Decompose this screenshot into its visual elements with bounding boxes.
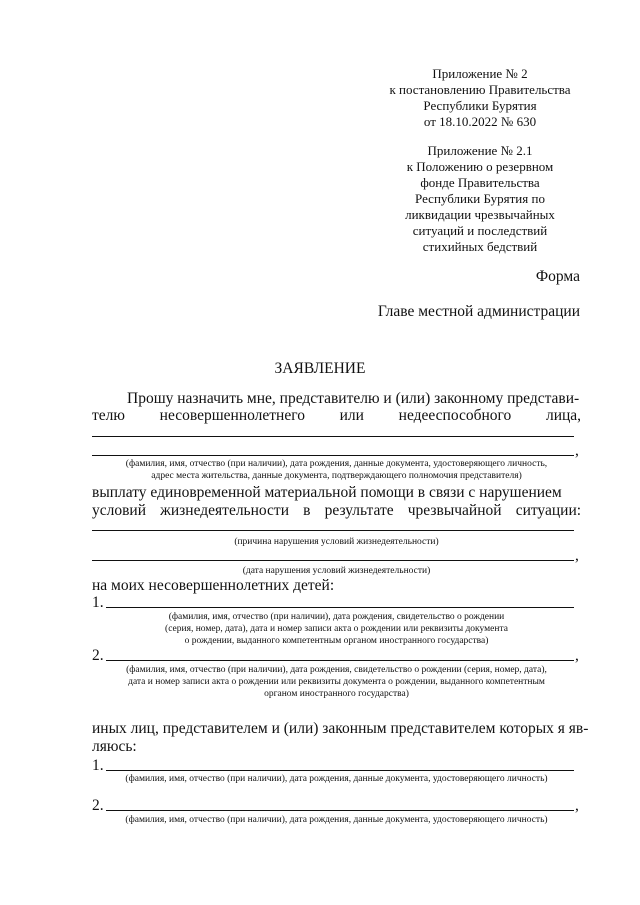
other-1-number: 1. <box>92 757 104 774</box>
request-word: или <box>339 407 364 424</box>
request-word: телю <box>92 407 125 424</box>
annex-sub-header <box>380 143 580 255</box>
date-hint: (дата нарушения условий жизнедеятельности) <box>242 566 431 576</box>
others-line-1: иных лиц, представителем и (или) законным представителем которых я яв- <box>92 720 589 737</box>
others-line-2: ляюсь: <box>92 738 137 755</box>
reason-field-line[interactable] <box>92 530 574 531</box>
annex-sub-header-line: ликвидации чрезвычайных <box>405 207 555 222</box>
child-1-number: 1. <box>92 594 104 611</box>
children-label: на моих несовершеннолетних детей: <box>92 577 335 594</box>
other-2-field-line[interactable] <box>106 810 574 811</box>
payment-word: в <box>303 502 311 519</box>
date-field-line[interactable] <box>92 560 574 561</box>
annex-sub-header-line: фонде Правительства <box>420 175 540 190</box>
child-2-hint-line: (фамилия, имя, отчество (при наличии), дата рождения, свидетельство о рождении (серия, номер, дата), <box>126 665 547 675</box>
other-1-field-line[interactable] <box>106 770 574 771</box>
child-2-hint <box>92 664 581 700</box>
annex-header-line: к постановлению Правительства <box>389 82 571 97</box>
other-2-number: 2. <box>92 797 104 814</box>
other-1-hint: (фамилия, имя, отчество (при наличии), дата рождения, данные документа, удостоверяющего личность) <box>125 774 548 784</box>
request-word: недееспособного <box>398 407 512 424</box>
child-2-number: 2. <box>92 647 104 664</box>
payment-line-2 <box>92 502 581 520</box>
applicant-field-line-2[interactable] <box>92 455 574 456</box>
annex-sub-header-line: ситуаций и последствий <box>412 223 548 238</box>
annex-sub-header-line: стихийных бедствий <box>422 239 538 254</box>
child-1-hint-line: о рождении, выданного компетентным органом иностранного государства) <box>184 636 489 646</box>
annex-sub-header-line: к Положению о резервном <box>406 159 554 174</box>
annex-sub-header-line: Республики Бурятия по <box>415 191 545 206</box>
applicant-hint-line: адрес места жительства, данные документа, подтверждающего полномочия представителя) <box>151 471 522 481</box>
payment-word: ситуации: <box>515 502 582 519</box>
trailing-comma: , <box>575 442 579 459</box>
other-2-hint: (фамилия, имя, отчество (при наличии), дата рождения, данные документа, удостоверяющего личность) <box>125 815 548 825</box>
document-title: ЗАЯВЛЕНИЕ <box>274 360 366 377</box>
payment-word: чрезвычайной <box>407 502 502 519</box>
payment-word: условий <box>92 502 147 519</box>
child-1-hint-line: (фамилия, имя, отчество (при наличии), дата рождения, свидетельство о рождении <box>168 612 505 622</box>
applicant-hint <box>92 458 581 482</box>
trailing-comma: , <box>575 647 579 664</box>
request-word: несовершеннолетнего <box>159 407 305 424</box>
trailing-comma: , <box>575 797 579 814</box>
payment-line-1: выплату единовременной материальной помощи в связи с нарушением <box>92 484 562 501</box>
annex-header-line: Республики Бурятия <box>423 98 537 113</box>
form-label: Форма <box>535 268 580 285</box>
annex-header <box>380 66 580 130</box>
trailing-comma: , <box>575 547 579 564</box>
applicant-hint-line: (фамилия, имя, отчество (при наличии), дата рождения, данные документа, удостоверяющего личность, <box>125 459 548 469</box>
applicant-field-line-1[interactable] <box>92 436 574 437</box>
child-1-hint-line: (серия, номер, дата), дата и номер записи акта о рождении или реквизиты документа <box>165 624 508 634</box>
payment-word: результате <box>324 502 394 519</box>
addressee: Главе местной администрации <box>377 303 580 320</box>
annex-header-line: Приложение № 2 <box>432 66 528 81</box>
request-word: лица, <box>545 407 582 424</box>
reason-hint: (причина нарушения условий жизнедеятельности) <box>234 537 439 547</box>
annex-header-line: от 18.10.2022 № 630 <box>423 114 537 129</box>
annex-sub-header-line: Приложение № 2.1 <box>427 143 533 158</box>
child-2-field-line[interactable] <box>106 660 574 661</box>
request-line-2 <box>92 407 581 425</box>
payment-word: жизнедеятельности <box>160 502 290 519</box>
child-2-hint-line: дата и номер записи акта о рождении или реквизиты документа о рождении, выданного компетентным <box>128 677 545 687</box>
child-2-hint-line: органом иностранного государства) <box>264 689 409 699</box>
child-1-hint <box>92 611 581 647</box>
child-1-field-line[interactable] <box>106 607 574 608</box>
request-line-1: Прошу назначить мне, представителю и (или) законному представи- <box>127 390 580 407</box>
